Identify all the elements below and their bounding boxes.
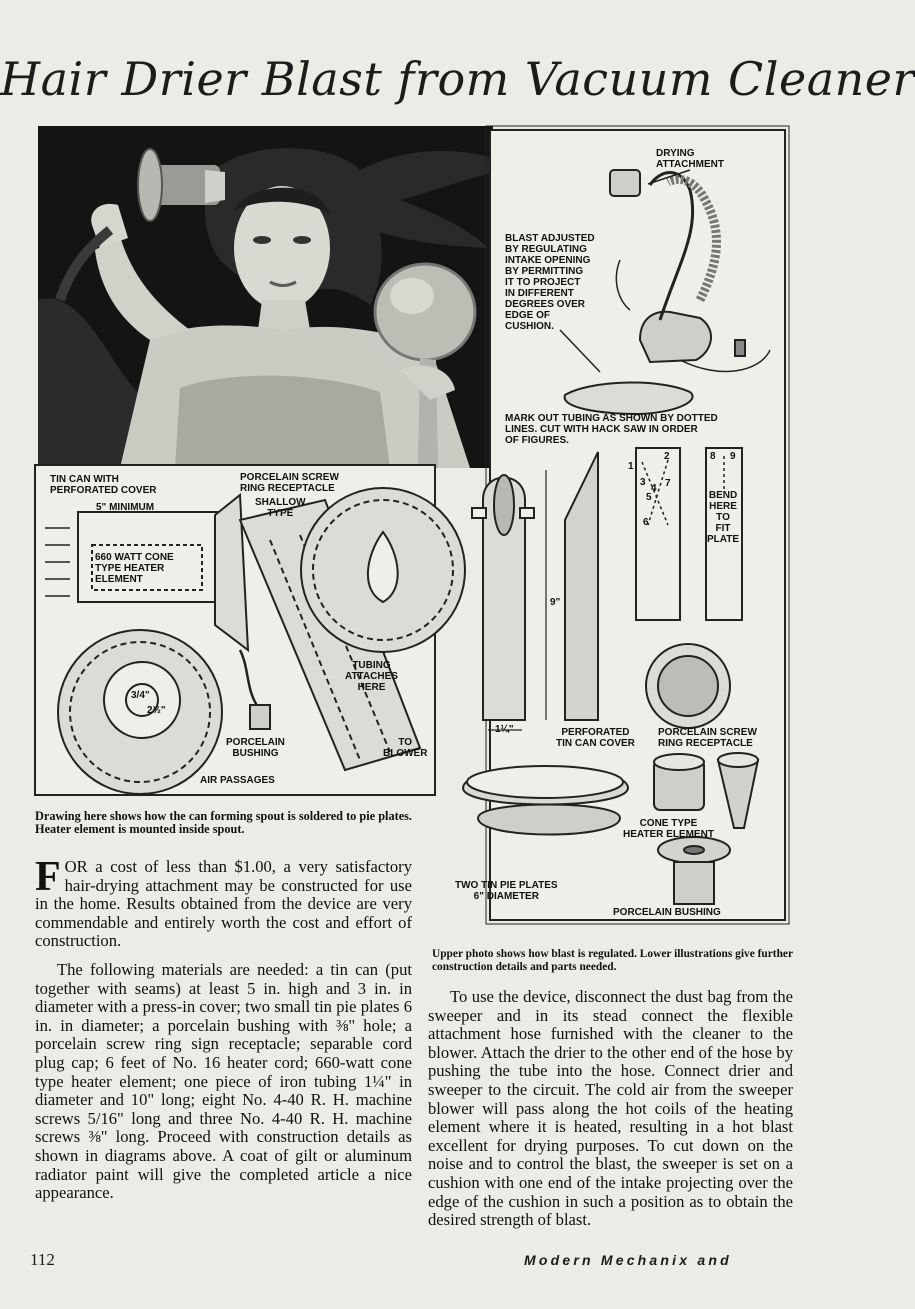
label-porcelain-screw-right: PORCELAIN SCREW RING RECEPTACLE <box>658 727 757 749</box>
label-dim-two-half: 2½" <box>147 705 166 716</box>
fig-num: 8 <box>710 451 716 462</box>
label-dim-three-quarter: 3/4" <box>131 690 150 701</box>
paragraph-usage: To use the device, disconnect the dust bag from the sweeper and in its stead connect the flexible attachment hose furnished with the cleaner to the blower. Attach the drier to the other end of the hose by pushing the tube into the hose. Connect drier and sweeper to the circuit. The cold air from the sweeper blower will pass along the hot coils of the heating element where it is heated, resulting in a hot blast excellent for drying purposes. To cut down on the noise and to control the blast, the sweeper is set on a cushion with one end of the intake projecting over the edge of the cushion in such a position as to obtain the desired strength of blast. <box>428 987 793 1230</box>
page-number: 112 <box>30 1250 55 1269</box>
label-one-quarter: 1¼" <box>495 724 514 735</box>
label-porcelain-bushing-right: PORCELAIN BUSHING <box>613 907 721 918</box>
label-five-min: 5" MINIMUM <box>96 502 155 513</box>
label-porcelain-screw-left: PORCELAIN SCREW RING RECEPTACLE <box>240 472 339 494</box>
label-tin-can: TIN CAN WITH PERFORATED COVER <box>50 474 157 496</box>
label-heater-element: 660 WATT CONE TYPE HEATER ELEMENT <box>95 552 174 585</box>
label-cone-type: CONE TYPE HEATER ELEMENT <box>623 818 714 840</box>
fig-num: 5 <box>646 492 652 503</box>
fig-num: 1 <box>628 461 634 472</box>
label-shallow-type: SHALLOW TYPE <box>255 497 306 519</box>
body-right-column <box>428 988 793 1230</box>
label-nine-in: 9" <box>550 597 561 608</box>
label-two-pie-plates: TWO TIN PIE PLATES 6" DIAMETER <box>455 880 558 902</box>
fig-num: 6 <box>643 517 649 528</box>
label-drying-attachment: DRYING ATTACHMENT <box>656 148 724 170</box>
fig-num: 9 <box>730 451 736 462</box>
label-tubing-attaches: TUBING ATTACHES HERE <box>345 660 398 693</box>
fig-num: 2 <box>664 451 670 462</box>
paragraph-intro: OR a cost of less than $1.00, a very satisfactory hair-drying attachment may be constructed for use in the home. Results obtained from the device are very commendable and entirely worth the cost and effort of construction. <box>35 857 412 951</box>
label-perforated-cover: PERFORATED TIN CAN COVER <box>556 727 635 749</box>
woman-photo <box>38 126 520 468</box>
label-bend-here: BEND HERE TO FIT PLATE <box>707 490 740 545</box>
footer-magazine-name: Modern Mechanix and <box>524 1252 732 1268</box>
dropcap: F <box>35 854 61 900</box>
paragraph-materials: The following materials are needed: a tin can (put together with seams) at least 5 in. high and 3 in. in diameter with a press-in cover; two small tin pie plates 6 in. in diameter; a porcelain bushing with ⅜" hole; a porcelain screw ring sign receptacle; separable cord plug cap; 6 feet of No. 16 heater cord; 660-watt cone type heater element; one piece of iron tubing 1¼" in diameter and 10" long; eight No. 4-40 R. H. machine screws 5/16" long and three No. 4-40 R. H. machine screws ⅜" long. Proceed with construction details as shown in diagrams above. A coat of gilt or aluminum radiator paint will give the completed article a nice appearance. <box>35 959 412 1203</box>
label-porcelain-bushing-left: PORCELAIN BUSHING <box>226 737 285 759</box>
body-left-column <box>35 854 412 1203</box>
label-blast-adjusted: BLAST ADJUSTED BY REGULATING INTAKE OPENING BY PERMITTING IT TO PROJECT IN DIFFERENT DEGREES OVER EDGE OF CUSHION. <box>505 233 595 332</box>
label-air-passages: AIR PASSAGES <box>200 775 275 786</box>
article-title: Hair Drier Blast from Vacuum Cleaner <box>0 52 915 106</box>
label-to-blower: TO BLOWER <box>383 737 428 759</box>
fig-num: 3 <box>640 477 646 488</box>
fig-num: 7 <box>665 478 671 489</box>
fig-num: 4 <box>651 483 657 494</box>
label-mark-out: MARK OUT TUBING AS SHOWN BY DOTTED LINES. CUT WITH HACK SAW IN ORDER OF FIGURES. <box>505 413 718 446</box>
caption-left: Drawing here shows how the can forming spout is soldered to pie plates. Heater element is mounted inside spout. <box>35 809 413 836</box>
caption-right: Upper photo shows how blast is regulated. Lower illustrations give further construction details and parts needed. <box>432 948 793 973</box>
